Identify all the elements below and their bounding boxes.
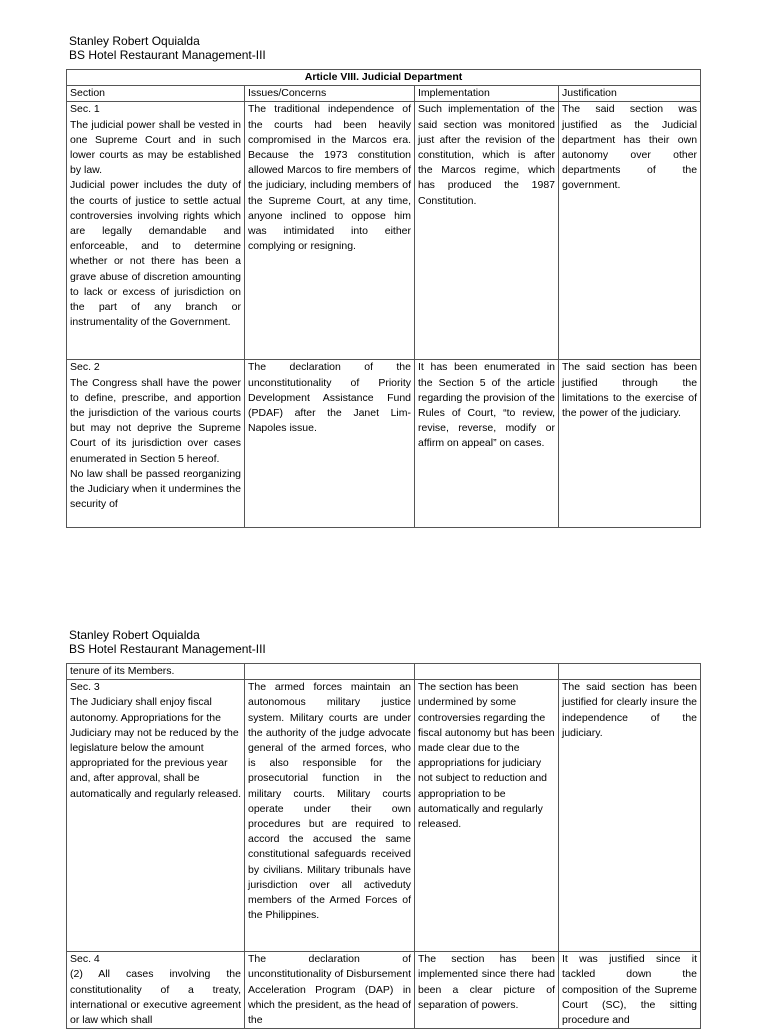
- author-name: Stanley Robert Oquialda: [69, 628, 200, 642]
- col-header-implementation: Implementation: [415, 86, 559, 102]
- section-cell: [67, 102, 245, 360]
- implementation-cell: [415, 952, 559, 1029]
- implementation-cell: It has been enumerated in the Section 5 of the article regarding the provision of the Rules of Court, “to review, revise, reverse, modify or affirm on appeal” on cases.: [415, 360, 559, 528]
- section-text: (2) All cases involving the constitutionality of a treaty, international or executive agreement or law which shall: [70, 968, 241, 1027]
- section-text-2: No law shall be passed reorganizing the Judiciary when it undermines the security of: [70, 467, 241, 511]
- section-label: Sec. 4: [70, 953, 100, 966]
- column-header-row: [67, 86, 701, 102]
- issues-cell: The declaration of the unconstitutionality of Priority Development Assistance Fund (PDAF) after the Janet Lim-Napoles issue.: [245, 360, 415, 528]
- page1-table: [66, 69, 701, 528]
- implementation-cell: Such implementation of the said section was monitored just after the revision of the constitution, which is after the Marcos regime, which has produced the 1987 Constitution.: [415, 102, 559, 360]
- page2-table: [66, 663, 701, 1029]
- page1-header: [69, 34, 266, 62]
- table-row: [67, 680, 701, 952]
- table-row: [67, 360, 701, 528]
- section-label: Sec. 1: [70, 103, 100, 116]
- table-row: [67, 952, 701, 1029]
- author-name: Stanley Robert Oquialda: [69, 34, 200, 48]
- section-text-2: Judicial power includes the duty of the courts of justice to settle actual controversies involving rights which are legally demandable and enforceable, and to determine whether or not there has been a grave abuse of discretion amounting to lack or excess of jurisdiction on the part of any branch or instrumentality of the Government.: [70, 179, 241, 329]
- page2-header: [69, 628, 266, 656]
- justification-text: It was justified since it tackled down the composition of the Supreme Court (SC), the sitting procedure and: [562, 953, 697, 1027]
- justification-cell: The said section has been justified through the limitations to the exercise of the power of the judiciary.: [559, 360, 701, 528]
- continuation-text: tenure of its Members.: [67, 664, 245, 680]
- section-label: Sec. 2: [70, 361, 100, 374]
- issues-cell: [245, 952, 415, 1029]
- section-cell: [67, 680, 245, 952]
- author-program: BS Hotel Restaurant Management-III: [69, 48, 266, 62]
- section-text: The Judiciary shall enjoy fiscal autonomy. Appropriations for the Judiciary may not be reduced by the legislature below the amount appropriated for the previous year and, after approval, shall be automatically and regularly released.: [70, 696, 242, 800]
- section-label: Sec. 3: [70, 681, 100, 694]
- implementation-cell: The section has been undermined by some controversies regarding the fiscal autonomy but has been made clear due to the appropriations for judiciary not subject to reduction and appropriation to be automatically and regularly released.: [415, 680, 559, 952]
- justification-cell: [559, 952, 701, 1029]
- justification-cell: The said section was justified as the Judicial department has their own autonomy over other departments of the government.: [559, 102, 701, 360]
- issues-text: The declaration of unconstitutionality of Disbursement Acceleration Program (DAP) in which the president, as the head of the: [248, 953, 411, 1027]
- issues-cell: The traditional independence of the courts had been heavily compromised in the Marcos era. Because the 1973 constitution allowed Marcos to fire members of the judiciary, including members of the Supreme Court, at any time, anyone inclined to oppose him was intimidated into either complying or resigning.: [245, 102, 415, 360]
- continuation-row: [67, 664, 701, 680]
- section-text: The judicial power shall be vested in one Supreme Court and in such lower courts as may be established by law.: [70, 118, 241, 177]
- col-header-justification: Justification: [559, 86, 701, 102]
- author-program: BS Hotel Restaurant Management-III: [69, 642, 266, 656]
- section-cell: [67, 360, 245, 528]
- table-row: [67, 102, 701, 360]
- implementation-text: The section has been implemented since there had been a clear picture of separation of powers.: [418, 953, 555, 1011]
- section-text: The Congress shall have the power to define, prescribe, and apportion the jurisdiction of the various courts but may not deprive the Supreme Court of its jurisdiction over cases enumerated in Section 5 hereof.: [70, 376, 241, 465]
- col-header-section: Section: [67, 86, 245, 102]
- issues-cell: The armed forces maintain an autonomous military justice system. Military courts are under the authority of the judge advocate general of the armed forces, who is also responsible for the prosecutorial function in the military courts. Military courts operate under their own procedures but are required to accord the accused the same constitutional safeguards received by civilians. Military tribunals have jurisdiction over all activeduty members of the Armed Forces of the Philippines.: [245, 680, 415, 952]
- section-cell: [67, 952, 245, 1029]
- justification-cell: The said section has been justified for clearly insure the independence of the judiciary.: [559, 680, 701, 952]
- col-header-issues: Issues/Concerns: [245, 86, 415, 102]
- table-title: Article VIII. Judicial Department: [67, 70, 701, 86]
